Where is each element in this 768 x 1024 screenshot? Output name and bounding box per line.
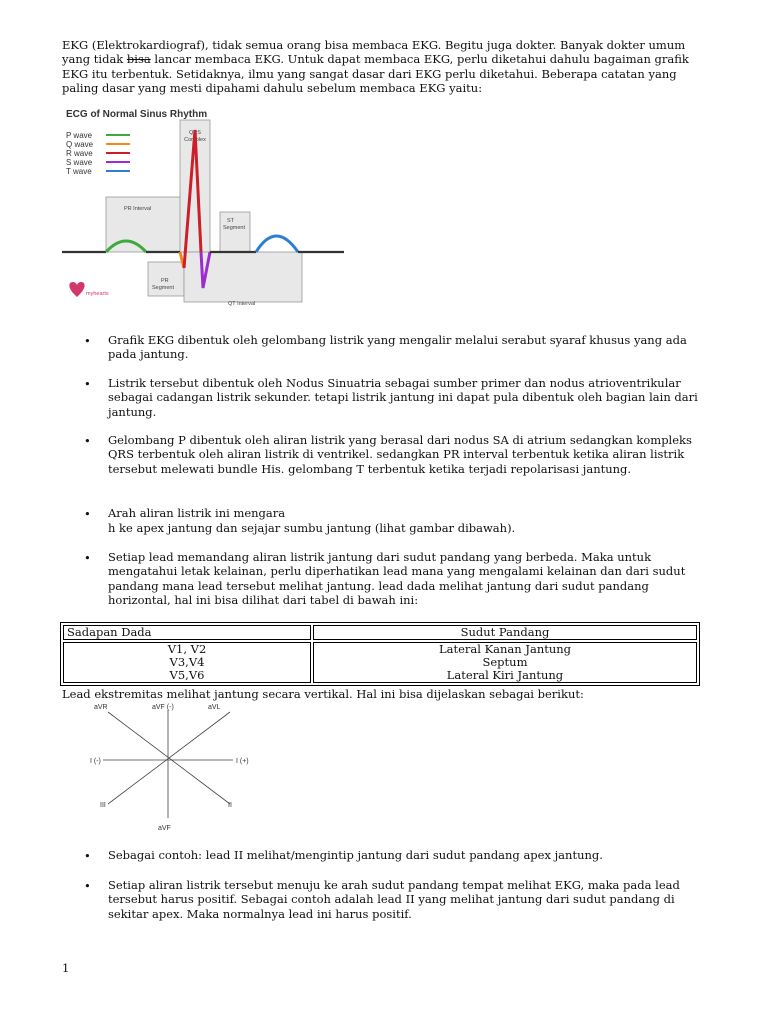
ecg-figure — [60, 102, 350, 316]
legend-p-label: P wave — [66, 131, 93, 140]
bullet-text-4b: h ke apex jantung dan sejajar sumbu jantung (lihat gambar dibawah). — [108, 521, 516, 535]
label-avf: aVF — [158, 825, 171, 832]
qrs-label-2: Complex — [184, 137, 206, 143]
label-ii: II — [228, 802, 232, 809]
bullet-text-7: Setiap aliran listrik tersebut menuju ke arah sudut pandang tempat melihat EKG, maka pada lead tersebut harus positif. Sebagai contoh adalah lead II yang melihat jantung dari sudut pandang di sekitar apex. Maka normalnya lead ini harus positif. — [108, 878, 680, 921]
bullet-text-3: Gelombang P dibentuk oleh aliran listrik yang berasal dari nodus SA di atrium sedangkan kompleks QRS terbentuk oleh aliran listrik di ventrikel. sedangkan PR interval terbentuk ketika aliran listrik tersebut melewati bundle His. gelombang T terbentuk ketika terjadi repolarisasi jantung. — [108, 433, 692, 476]
view-septum: Septum — [482, 655, 528, 669]
limb-lead-note: Lead ekstremitas melihat jantung secara vertikal. Hal ini bisa dijelaskan sebagai berikut: — [62, 687, 584, 701]
lead-v5v6: V5,V6 — [169, 668, 205, 682]
qrs-label-1: QRS — [189, 130, 201, 136]
legend-q-label: Q wave — [66, 140, 94, 149]
lead-v1v2: V1, V2 — [167, 642, 207, 656]
ecg-title: ECG of Normal Sinus Rhythm — [66, 109, 208, 120]
pr-seg-label-2: Segment — [152, 285, 175, 291]
pr-interval-label: PR Interval — [124, 206, 152, 212]
legend-s-label: S wave — [66, 158, 93, 167]
bullet-text-2: Listrik tersebut dibentuk oleh Nodus Sinuatria sebagai sumber primer dan nodus atrioventrikular sebagai cadangan listrik sekunder. tetapi listrik jantung ini dapat pula dibentuk oleh bagian lain dari jantung. — [108, 376, 698, 419]
table-cell-views — [313, 642, 697, 683]
st-label-1: ST — [227, 218, 235, 224]
label-avf-neg: aVF (-) — [152, 704, 174, 711]
legend-r-label: R wave — [66, 149, 93, 158]
logo-text: myhearts — [86, 291, 109, 297]
view-lateral-kanan: Lateral Kanan Jantung — [438, 642, 572, 656]
qt-interval-label: QT Interval — [228, 301, 256, 307]
label-i-pos: I (+) — [236, 758, 249, 765]
label-avl: aVL — [208, 704, 221, 711]
page-number: 1 — [62, 961, 70, 975]
label-i-neg: I (-) — [90, 758, 101, 765]
table-header-row — [63, 625, 697, 640]
chest-leads-table — [60, 622, 700, 686]
label-iii: III — [100, 802, 106, 809]
bullet-text-6: Sebagai contoh: lead II melihat/mengintip jantung dari sudut pandang apex jantung. — [108, 848, 603, 862]
bullet-dot-5: • — [84, 551, 91, 565]
bullet-dot-7: • — [84, 879, 91, 893]
view-lateral-kiri: Lateral Kiri Jantung — [446, 668, 564, 682]
bullet-text-1: Grafik EKG dibentuk oleh gelombang listrik yang mengalir melalui serabut syaraf khusus yang ada pada jantung. — [108, 333, 687, 362]
lead-axis-figure — [88, 700, 268, 836]
table-header-cell: Sadapan Dada — [63, 625, 311, 640]
table-row — [63, 642, 697, 683]
bullet-text-5: Setiap lead memandang aliran listrik jantung dari sudut pandang yang berbeda. Maka untuk mengatahui letak kelainan, perlu diperhatikan lead mana yang mengalami kelainan dan dari sudut pandang mana lead tersebut melihat jantung. lead dada melihat jantung dari sudut pandang horizontal, hal ini bisa dilihat dari tabel di bawah ini: — [108, 550, 686, 608]
intro-text-2: lancar membaca EKG. Untuk dapat membaca EKG, perlu diketahui dahulu bagaiman grafik EKG itu terbentuk. Setidaknya, ilmu yang sangat dasar dari EKG perlu diketahui. Beberapa catatan yang paling dasar yang mesti dipahami dahulu sebelum membaca EKG yaitu: — [62, 52, 689, 96]
bullet-dot-3: • — [84, 434, 91, 448]
intro-paragraph — [62, 38, 712, 96]
table-cell-leads — [63, 642, 311, 683]
label-avr: aVR — [94, 704, 108, 711]
bullet-text-4a: Arah aliran listrik ini mengara — [108, 506, 286, 520]
intro-struck-word: bisa — [126, 52, 151, 67]
st-label-2: Segment — [223, 225, 246, 231]
pr-seg-label-1: PR — [161, 278, 169, 284]
st-segment-box — [220, 212, 250, 252]
lead-v3v4: V3,V4 — [169, 655, 205, 669]
bullet-dot-4: • — [84, 507, 91, 521]
intro-text-1: EKG (Elektrokardiograf), tidak semua orang bisa membaca EKG. Begitu juga dokter. Banyak dokter umum yang tidak — [62, 38, 686, 67]
bullet-dot-2: • — [84, 377, 91, 391]
bullet-dot-1: • — [84, 334, 91, 348]
legend-t-label: T wave — [66, 167, 92, 176]
bullet-dot-6: • — [84, 849, 91, 863]
table-header-cell: Sudut Pandang — [313, 625, 697, 640]
